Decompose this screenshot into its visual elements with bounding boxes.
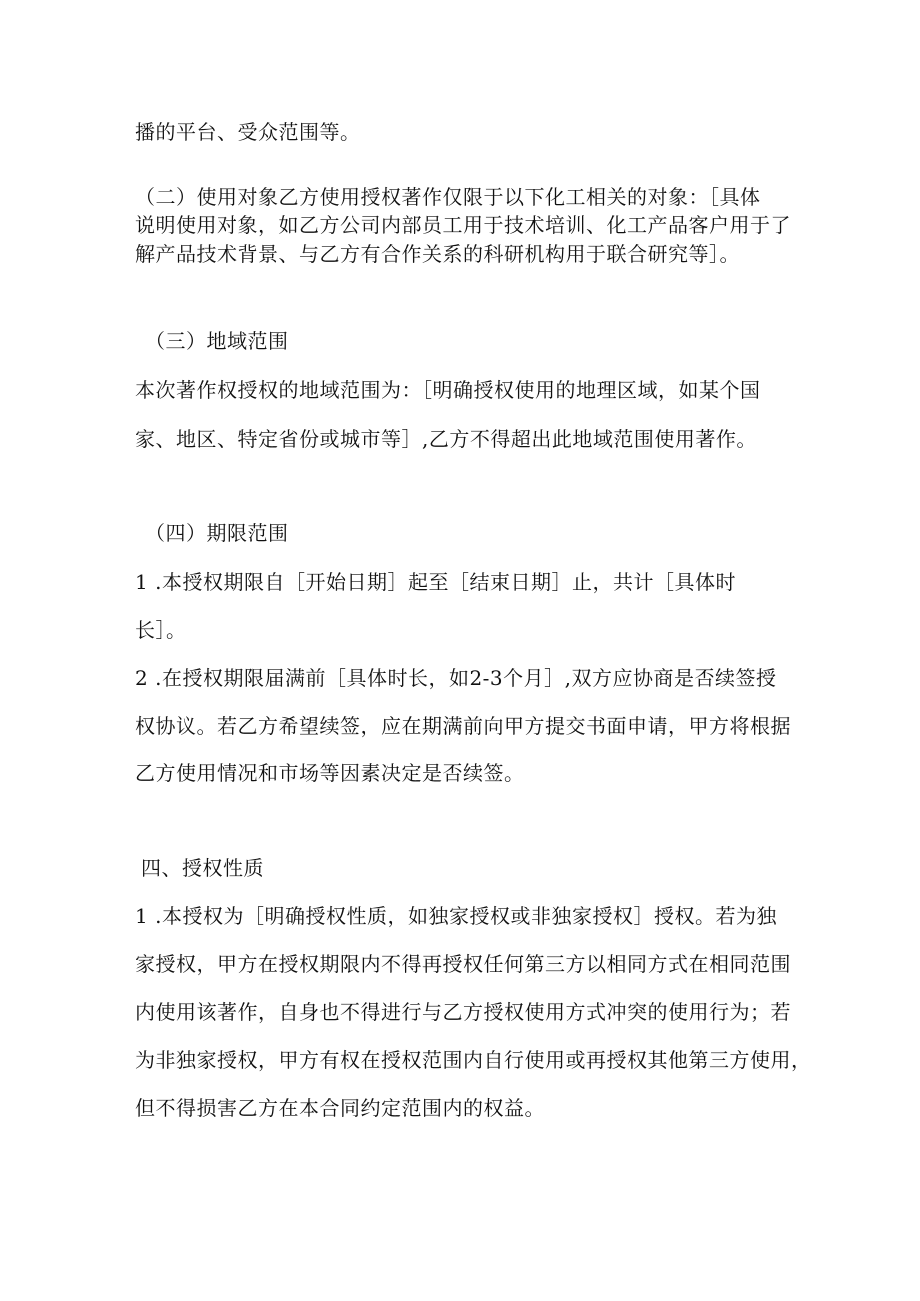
list-item: 2 .在授权期限届满前［具体时长，如2-3个月］,双方应协商是否续签授: [135, 666, 777, 690]
section-heading: （四）期限范围: [145, 521, 289, 545]
paragraph-line: 本次著作权授权的地域范围为：［明确授权使用的地理区域，如某个国: [135, 378, 761, 402]
paragraph-line: 播的平台、受众范围等。: [135, 120, 361, 144]
paragraph-line: 家、地区、特定省份或城市等］,乙方不得超出此地域范围使用著作。: [135, 427, 757, 451]
paragraph-line: 解产品技术背景、与乙方有合作关系的科研机构用于联合研究等］。: [135, 242, 740, 266]
paragraph-line: 内使用该著作，自身也不得进行与乙方授权使用方式冲突的使用行为；若: [135, 1000, 791, 1024]
paragraph-line: （二）使用对象乙方使用授权著作仅限于以下化工相关的对象：［具体: [135, 185, 761, 209]
paragraph-line: 权协议。若乙方希望续签，应在期满前向甲方提交书面申请，甲方将根据: [135, 714, 791, 738]
paragraph-line: 长］。: [135, 618, 187, 642]
list-item: 1 .本授权期限自［开始日期］起至［结束日期］止，共计［具体时: [135, 570, 736, 594]
paragraph-line: 乙方使用情况和市场等因素决定是否续签。: [135, 761, 525, 785]
section-heading: （三）地域范围: [145, 329, 289, 353]
paragraph-line: 但不得损害乙方在本合同约定范围内的权益。: [135, 1096, 545, 1120]
paragraph-line: 家授权，甲方在授权期限内不得再授权任何第三方以相同方式在相同范围: [135, 952, 791, 976]
section-heading: 四、授权性质: [141, 856, 264, 880]
list-item: 1 .本授权为［明确授权性质，如独家授权或非独家授权］授权。若为独: [135, 904, 777, 928]
paragraph-line: 说明使用对象，如乙方公司内部员工用于技术培训、化工产品客户用于了: [135, 213, 791, 237]
paragraph-line: 为非独家授权，甲方有权在授权范围内自行使用或再授权其他第三方使用，: [135, 1048, 812, 1072]
